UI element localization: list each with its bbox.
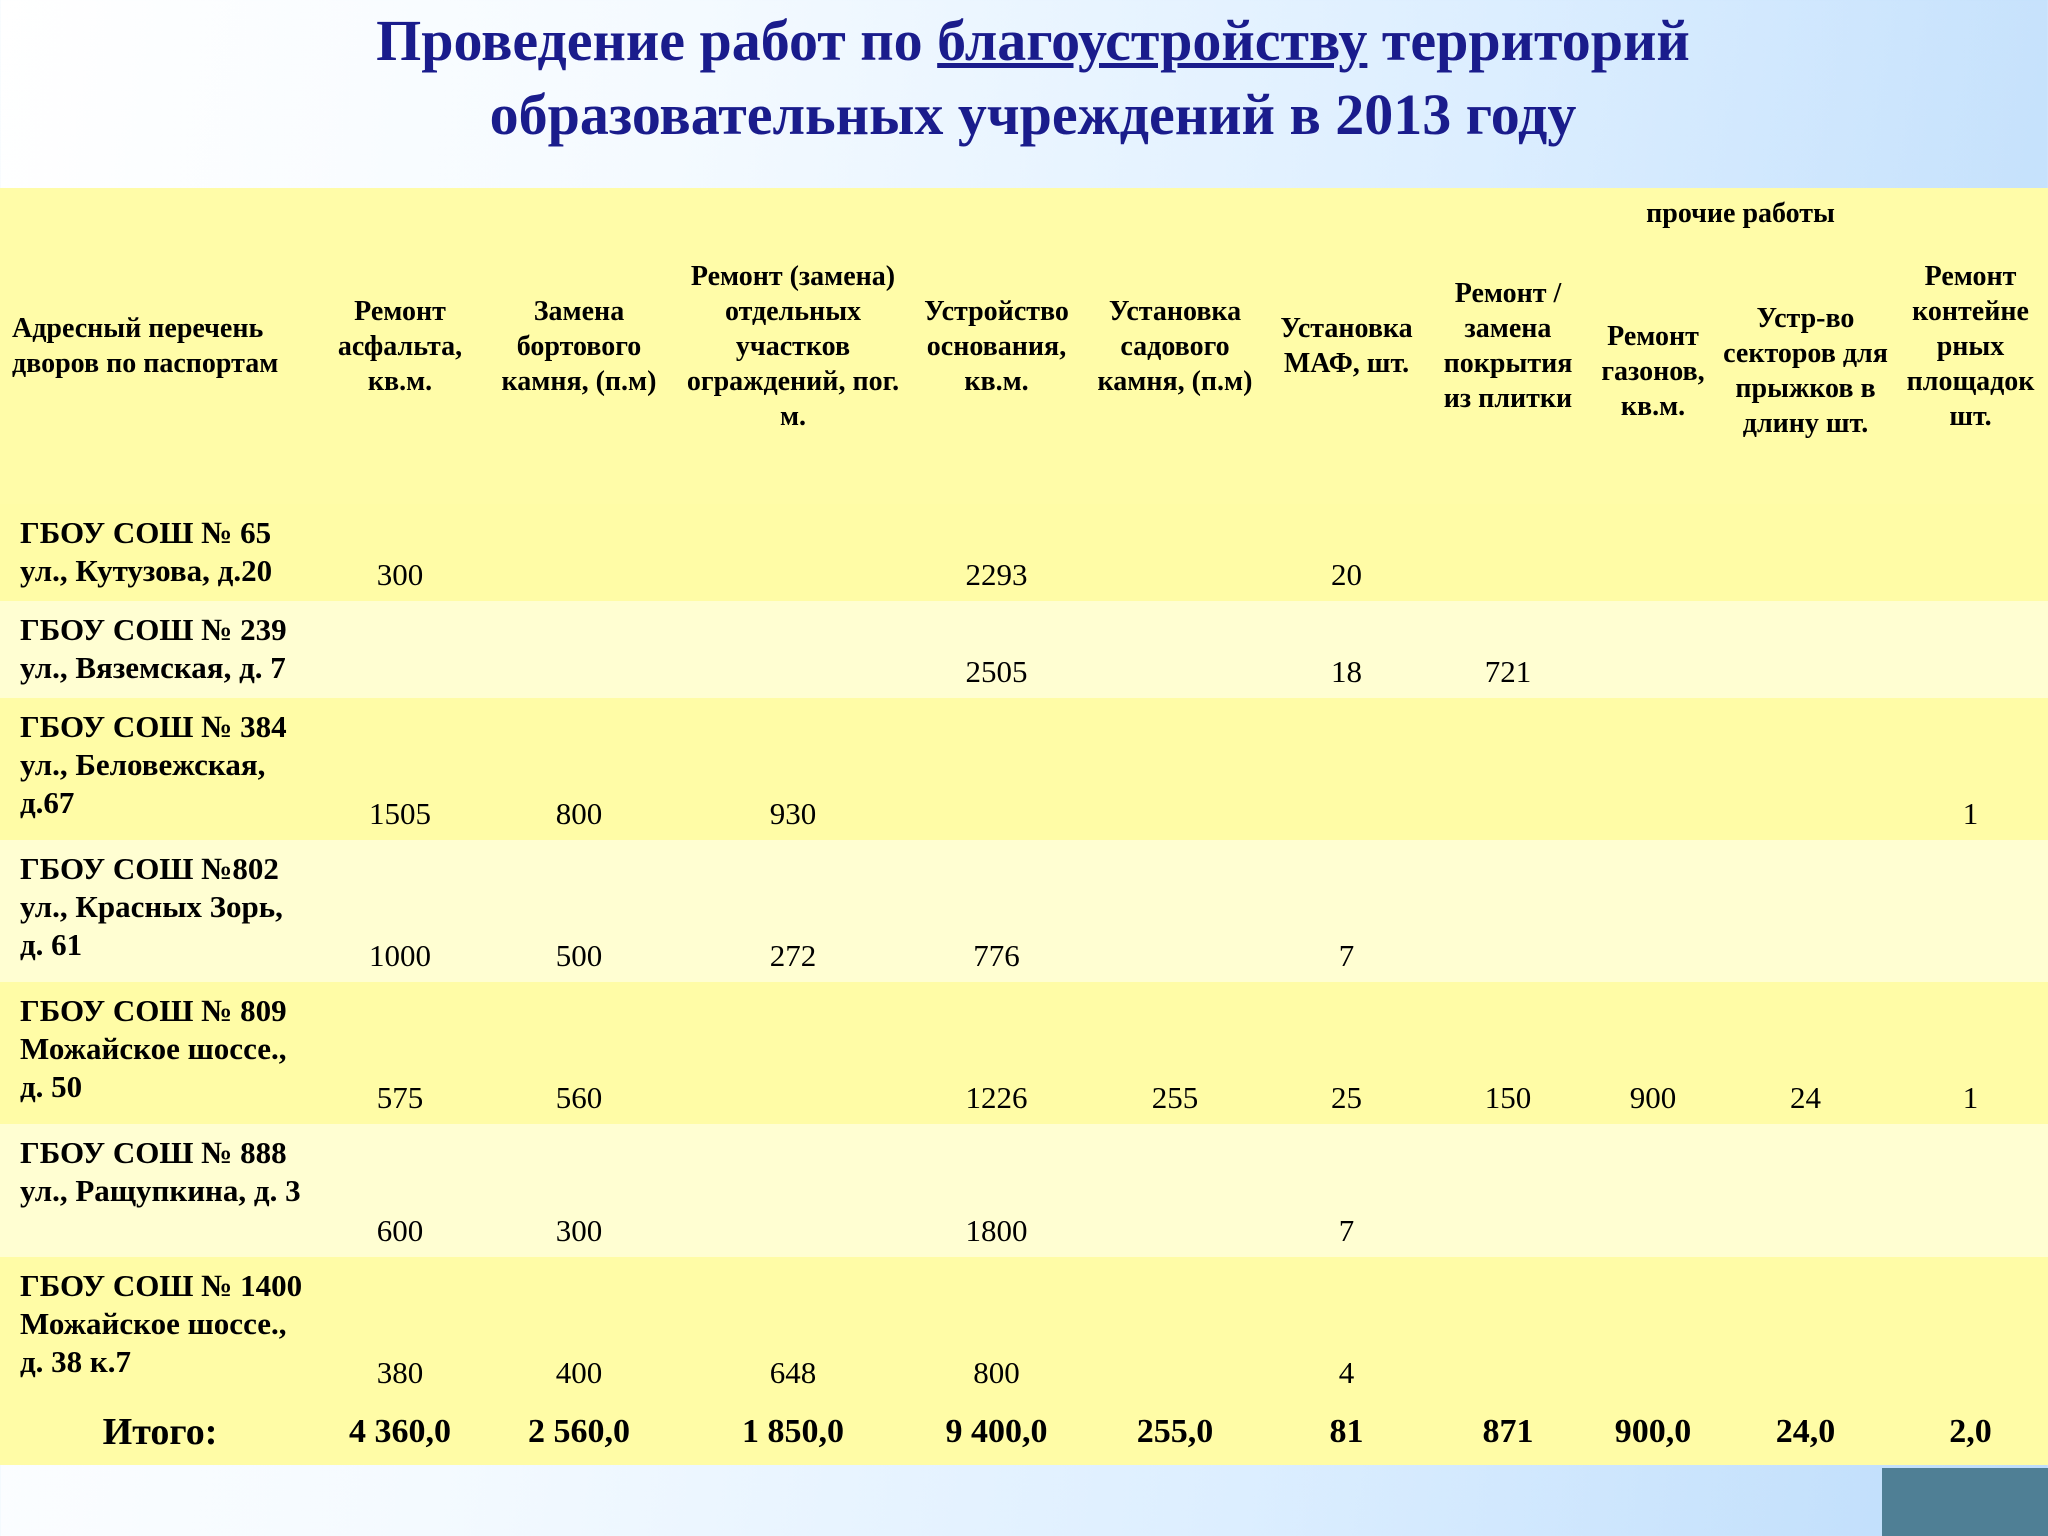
table-row	[0, 601, 2048, 698]
cell-asphalt: 380	[320, 1257, 480, 1399]
cell-tile	[1428, 1257, 1588, 1399]
cell-jump	[1718, 601, 1893, 698]
header-lawn: Ремонт газонов, кв.м.	[1588, 238, 1718, 504]
total-container: 2,0	[1893, 1399, 2048, 1465]
cell-fence	[678, 982, 908, 1124]
cell-curb: 300	[480, 1124, 678, 1257]
cell-tile	[1428, 698, 1588, 840]
cell-curb: 800	[480, 698, 678, 840]
cell-container	[1893, 1124, 2048, 1257]
header-tile: Ремонт /замена покрытия из плитки	[1428, 188, 1588, 504]
row-name: ГБОУ СОШ № 809 Можайское шоссе., д. 50	[0, 982, 320, 1124]
cell-maf: 18	[1265, 601, 1428, 698]
cell-lawn	[1588, 840, 1718, 982]
table-row	[0, 504, 2048, 601]
cell-garden-stone	[1085, 601, 1265, 698]
table-row	[0, 982, 2048, 1124]
cell-jump	[1718, 504, 1893, 601]
cell-maf	[1265, 698, 1428, 840]
total-curb: 2 560,0	[480, 1399, 678, 1465]
cell-fence: 272	[678, 840, 908, 982]
header-address: Адресный перечень дворов по паспортам	[0, 188, 320, 504]
table-row	[0, 840, 2048, 982]
total-jump: 24,0	[1718, 1399, 1893, 1465]
cell-lawn	[1588, 601, 1718, 698]
total-base: 9 400,0	[908, 1399, 1085, 1465]
cell-jump	[1718, 840, 1893, 982]
row-name: ГБОУ СОШ № 888 ул., Ращупкина, д. 3	[0, 1124, 320, 1257]
header-maf: Установка МАФ, шт.	[1265, 188, 1428, 504]
header-row-top	[0, 188, 2048, 238]
cell-asphalt	[320, 601, 480, 698]
cell-fence	[678, 1124, 908, 1257]
cell-garden-stone	[1085, 698, 1265, 840]
title-underlined: благоустройству	[937, 8, 1368, 73]
cell-base: 776	[908, 840, 1085, 982]
cell-fence	[678, 601, 908, 698]
cell-lawn	[1588, 1124, 1718, 1257]
cell-lawn: 900	[1588, 982, 1718, 1124]
cell-asphalt: 1000	[320, 840, 480, 982]
header-asphalt: Ремонт асфальта, кв.м.	[320, 188, 480, 504]
cell-maf: 7	[1265, 840, 1428, 982]
cell-garden-stone	[1085, 504, 1265, 601]
table-row	[0, 698, 2048, 840]
cell-fence	[678, 504, 908, 601]
title-part2: территорий	[1367, 8, 1690, 73]
row-name: ГБОУ СОШ № 239 ул., Вяземская, д. 7	[0, 601, 320, 698]
cell-maf: 7	[1265, 1124, 1428, 1257]
works-table	[0, 188, 2048, 1465]
page-title	[0, 4, 2048, 152]
cell-tile	[1428, 840, 1588, 982]
cell-asphalt: 300	[320, 504, 480, 601]
table-row	[0, 1124, 2048, 1257]
cell-garden-stone	[1085, 1257, 1265, 1399]
header-garden-stone: Установка садового камня, (п.м)	[1085, 188, 1265, 504]
cell-fence: 648	[678, 1257, 908, 1399]
header-base: Устройство основания, кв.м.	[908, 188, 1085, 504]
cell-jump	[1718, 698, 1893, 840]
cell-garden-stone	[1085, 840, 1265, 982]
total-garden-stone: 255,0	[1085, 1399, 1265, 1465]
cell-fence: 930	[678, 698, 908, 840]
totals-row	[0, 1399, 2048, 1465]
cell-jump	[1718, 1257, 1893, 1399]
table-row	[0, 1257, 2048, 1399]
cell-container	[1893, 601, 2048, 698]
cell-jump: 24	[1718, 982, 1893, 1124]
cell-tile: 150	[1428, 982, 1588, 1124]
totals-label: Итого:	[0, 1399, 320, 1465]
header-curb: Замена бортового камня, (п.м)	[480, 188, 678, 504]
title-part1: Проведение работ по	[376, 8, 938, 73]
cell-tile	[1428, 1124, 1588, 1257]
cell-curb	[480, 601, 678, 698]
cell-base: 1226	[908, 982, 1085, 1124]
cell-lawn	[1588, 698, 1718, 840]
cell-curb: 400	[480, 1257, 678, 1399]
row-name: ГБОУ СОШ № 384 ул., Беловежская, д.67	[0, 698, 320, 840]
header-jump: Устр-во секторов для прыжков в длину шт.	[1718, 238, 1893, 504]
cell-jump	[1718, 1124, 1893, 1257]
cell-curb: 500	[480, 840, 678, 982]
cell-curb	[480, 504, 678, 601]
cell-asphalt: 600	[320, 1124, 480, 1257]
cell-container	[1893, 504, 2048, 601]
header-fence: Ремонт (замена) отдельных участков ограждений, пог. м.	[678, 188, 908, 504]
cell-curb: 560	[480, 982, 678, 1124]
total-maf: 81	[1265, 1399, 1428, 1465]
header-container: Ремонт контейне рных площадок шт.	[1893, 188, 2048, 504]
total-fence: 1 850,0	[678, 1399, 908, 1465]
cell-base: 800	[908, 1257, 1085, 1399]
cell-container	[1893, 840, 2048, 982]
row-name: ГБОУ СОШ № 65 ул., Кутузова, д.20	[0, 504, 320, 601]
total-lawn: 900,0	[1588, 1399, 1718, 1465]
cell-garden-stone: 255	[1085, 982, 1265, 1124]
cell-container: 1	[1893, 982, 2048, 1124]
cell-maf: 25	[1265, 982, 1428, 1124]
header-group-other-works: прочие работы	[1588, 188, 1893, 238]
row-name: ГБОУ СОШ № 1400 Можайское шоссе., д. 38 к.7	[0, 1257, 320, 1399]
cell-maf: 20	[1265, 504, 1428, 601]
cell-base: 1800	[908, 1124, 1085, 1257]
cell-container	[1893, 1257, 2048, 1399]
total-tile: 871	[1428, 1399, 1588, 1465]
title-line2: образовательных учреждений в 2013 году	[489, 82, 1577, 147]
cell-container: 1	[1893, 698, 2048, 840]
cell-tile: 721	[1428, 601, 1588, 698]
row-name: ГБОУ СОШ №802 ул., Красных Зорь, д. 61	[0, 840, 320, 982]
cell-base: 2505	[908, 601, 1085, 698]
total-asphalt: 4 360,0	[320, 1399, 480, 1465]
cell-maf: 4	[1265, 1257, 1428, 1399]
cell-lawn	[1588, 1257, 1718, 1399]
cell-base: 2293	[908, 504, 1085, 601]
cell-tile	[1428, 504, 1588, 601]
corner-decoration	[1882, 1468, 2048, 1536]
cell-asphalt: 575	[320, 982, 480, 1124]
cell-asphalt: 1505	[320, 698, 480, 840]
cell-base	[908, 698, 1085, 840]
cell-garden-stone	[1085, 1124, 1265, 1257]
cell-lawn	[1588, 504, 1718, 601]
